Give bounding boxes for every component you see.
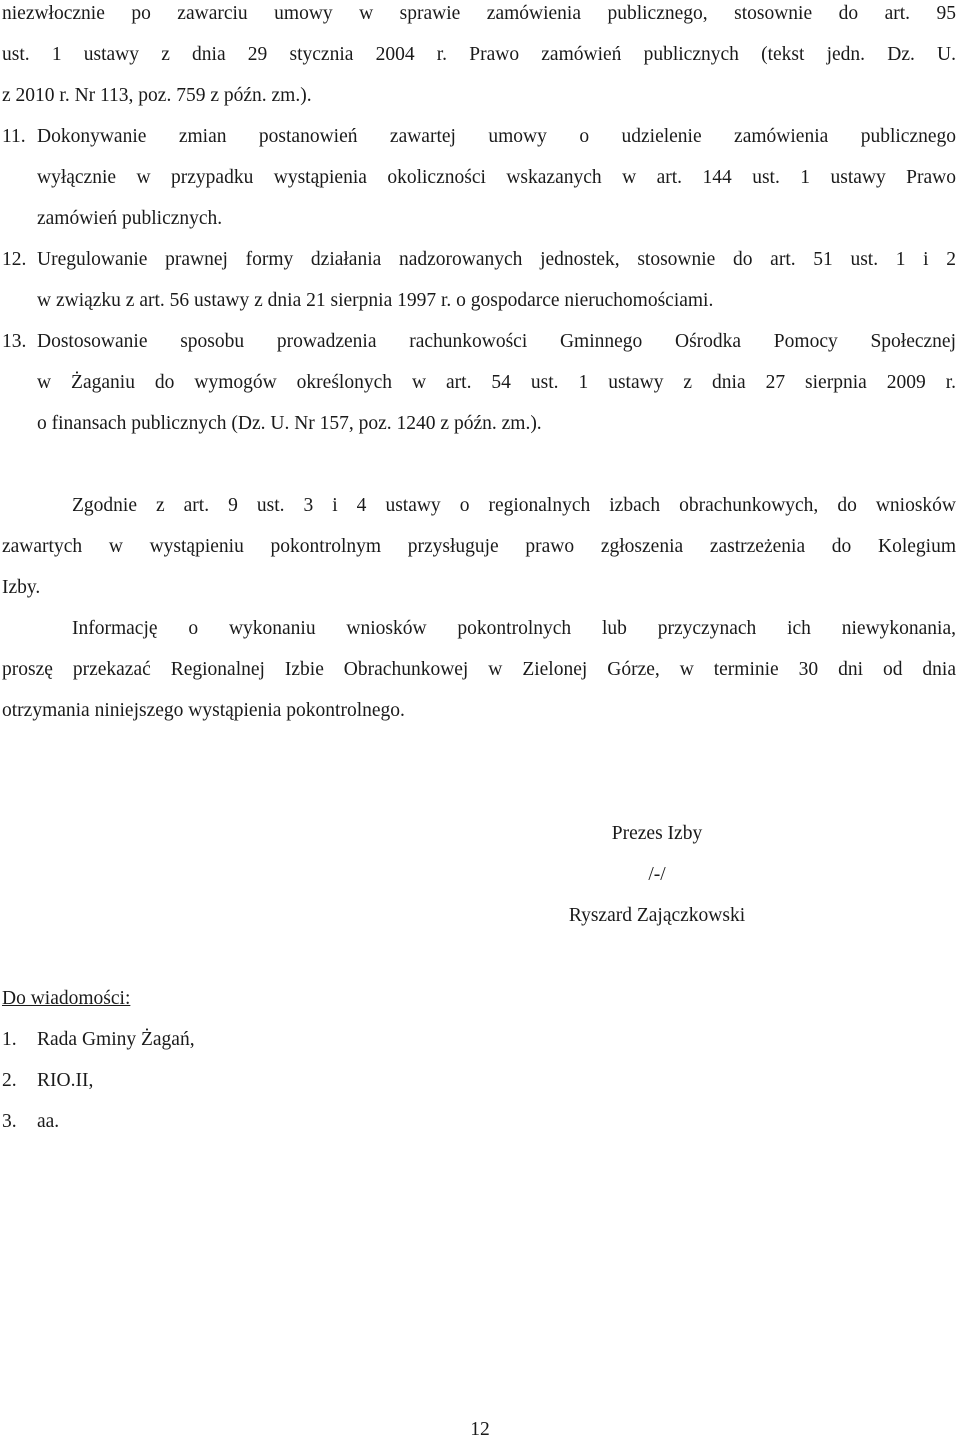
paragraph-line: zawartych w wystąpieniu pokontrolnym przysługuje prawo zgłoszenia zastrzeżenia do Kolegium <box>2 536 956 557</box>
item-number: 12. <box>2 249 27 270</box>
signature-title: Prezes Izby <box>611 823 703 844</box>
distribution-number: 1. <box>2 1029 17 1050</box>
paragraph-line: otrzymania niniejszego wystąpienia pokontrolnego. <box>2 700 405 721</box>
item-text-line: zamówień publicznych. <box>37 208 223 229</box>
distribution-number: 3. <box>2 1111 17 1132</box>
signature-mark: /-/ <box>648 864 666 885</box>
item-number: 11. <box>2 126 26 147</box>
intro-line: z 2010 r. Nr 113, poz. 759 z późn. zm.). <box>2 85 312 106</box>
distribution-number: 2. <box>2 1070 17 1091</box>
distribution-item: aa. <box>37 1111 60 1132</box>
paragraph-line: Izby. <box>2 577 41 598</box>
paragraph-line: Informację o wykonaniu wniosków pokontrolnych lub przyczynach ich niewykonania, <box>72 618 956 639</box>
distribution-item: RIO.II, <box>37 1070 94 1091</box>
item-text-line: Uregulowanie prawnej formy działania nadzorowanych jednostek, stosownie do art. 51 ust. 1 i 2 <box>37 249 956 270</box>
item-text-line: wyłącznie w przypadku wystąpienia okoliczności wskazanych w art. 144 ust. 1 ustawy Prawo <box>37 167 956 188</box>
paragraph-line: proszę przekazać Regionalnej Izbie Obrachunkowej w Zielonej Górze, w terminie 30 dni od dnia <box>2 659 956 680</box>
item-text-line: Dostosowanie sposobu prowadzenia rachunkowości Gminnego Ośrodka Pomocy Społecznej <box>37 331 956 352</box>
signature-name: Ryszard Zajączkowski <box>568 905 746 926</box>
item-text-line: Dokonywanie zmian postanowień zawartej umowy o udzielenie zamówienia publicznego <box>37 126 956 147</box>
paragraph-line: Zgodnie z art. 9 ust. 3 i 4 ustawy o regionalnych izbach obrachunkowych, do wniosków <box>72 495 956 516</box>
distribution-heading: Do wiadomości: <box>2 988 131 1009</box>
item-text-line: w Żaganiu do wymogów określonych w art. 54 ust. 1 ustawy z dnia 27 sierpnia 2009 r. <box>37 372 956 393</box>
item-text-line: w związku z art. 56 ustawy z dnia 21 sierpnia 1997 r. o gospodarce nieruchomościami. <box>37 290 714 311</box>
page-number: 12 <box>470 1419 490 1440</box>
intro-line: niezwłocznie po zawarciu umowy w sprawie zamówienia publicznego, stosownie do art. 95 <box>2 3 956 24</box>
distribution-item: Rada Gminy Żagań, <box>37 1029 195 1050</box>
item-number: 13. <box>2 331 27 352</box>
item-text-line: o finansach publicznych (Dz. U. Nr 157, poz. 1240 z późn. zm.). <box>37 413 542 434</box>
intro-line: ust. 1 ustawy z dnia 29 stycznia 2004 r. Prawo zamówień publicznych (tekst jedn. Dz. U. <box>2 44 956 65</box>
